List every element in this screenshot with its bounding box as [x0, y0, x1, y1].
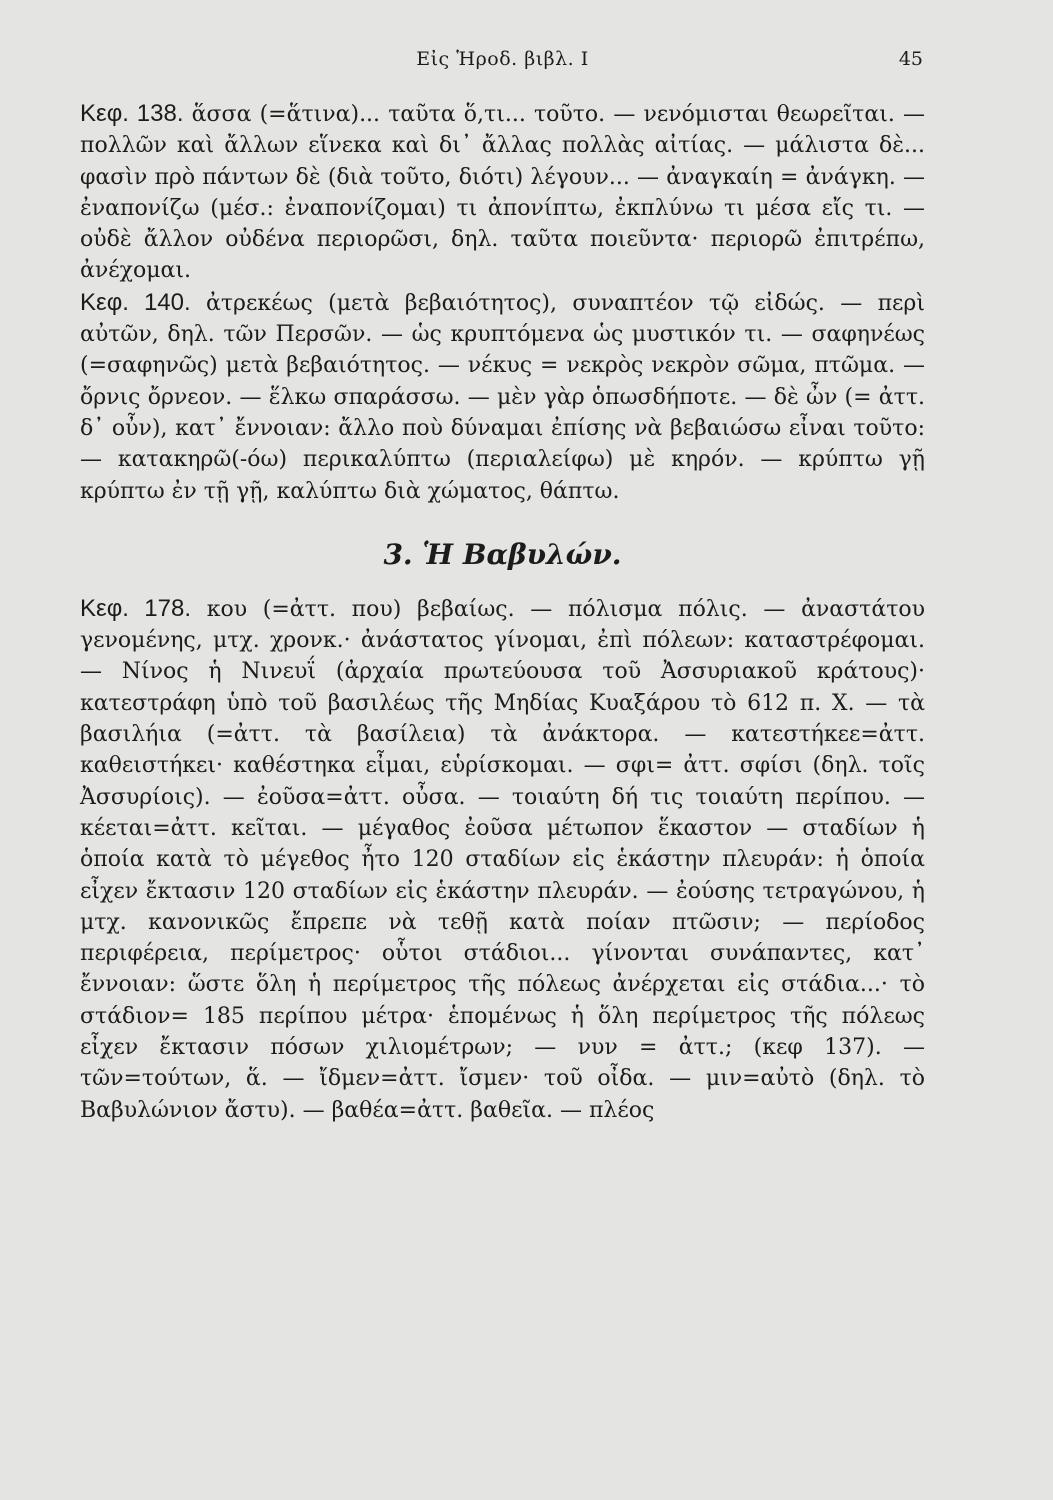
page-number: 45: [898, 48, 923, 70]
section-title: 3. Ἡ Βαβυλών.: [383, 537, 622, 571]
chapter-ref: Κεφ. 138.: [80, 100, 184, 127]
commentary-paragraph-ch138: [80, 98, 925, 287]
commentary-text: ἀτρεκέως (μετὰ βεβαιότητος), συναπτέον τῷ εἰδώς. — περὶ αὐτῶν, δηλ. τῶν Περσῶν. — ὡς κρυπτόμενα ὡς μυστικόν τι. — σαφηνέως (=σαφηνῶς) μετὰ βεβαιότητος. — νέκυς = νεκρὸς νεκρὸν σῶμα, πτῶμα. — ὄρνις ὄρνεον. — ἕλκω σπαράσσω. — μὲν γὰρ ὁπωσδήποτε. — δὲ ὦν (= ἀττ. δ᾽ οὖν), κατ᾽ ἔννοιαν: ἄλλο ποὺ δύναμαι ἐπίσης νὰ βεβαιώσω εἶναι τοῦτο: — κατακηρῶ(-όω) περικαλύπτω (περιαλείφω) μὲ κηρόν. — κρύπτω γῇ κρύπτω ἐν τῇ γῇ, καλύπτω διὰ χώματος, θάπτω.: [80, 290, 925, 504]
commentary-text: κου (=ἀττ. που) βεβαίως. — πόλισμα πόλις. — ἀναστάτου γενομένης, μτχ. χρονκ.· ἀνάστατος γίνομαι, ἐπὶ πόλεων: καταστρέφομαι. — Νίνος ἡ Νινευΐ (ἀρχαία πρωτεύουσα τοῦ Ἀσσυριακοῦ κράτους)· κατεστράφη ὑπὸ τοῦ βασιλέως τῆς Μηδίας Κυαξάρου τὸ 612 π. Χ. — τὰ βασιλήια (=ἀττ. τὰ βασίλεια) τὰ ἀνάκτορα. — κατεστήκεε=ἀττ. καθειστήκει· καθέστηκα εἶμαι, εὑρίσκομαι. — σφι= ἀττ. σφίσι (δηλ. τοῖς Ἀσσυρίοις). — ἐοῦσα=ἀττ. οὖσα. — τοιαύτη δή τις τοιαύτη περίπου. — κέεται=ἀττ. κεῖται. — μέγαθος ἐοῦσα μέτωπον ἕκαστον — σταδίων ἡ ὁποία κατὰ τὸ μέγεθος ἦτο 120 σταδίων εἰς ἑκάστην πλευράν: ἡ ὁποία εἶχεν ἔκτασιν 120 σταδίων εἰς ἑκάστην πλευράν. — ἐούσης τετραγώνου, ἡ μτχ. κανονικῶς ἔπρεπε νὰ τεθῇ κατὰ ποίαν πτῶσιν; — περίοδος περιφέρεια, περίμετρος· οὗτοι στάδιοι... γίνονται συνάπαντες, κατ᾽ ἔννοιαν: ὥστε ὅλη ἡ περίμετρος τῆς πόλεως ἀνέρχεται εἰς στάδια...· τὸ στάδιον= 185 περίπου μέτρα· ἑπομένως ἡ ὅλη περίμετρος τῆς πόλεως εἶχεν ἔκτασιν πόσων χιλιομέτρων; — νυν = ἀττ.; (κεφ 137). — τῶν=τούτων, ἅ. — ἴδμεν=ἀττ. ἴσμεν· τοῦ οἶδα. — μιν=αὐτὸ (δηλ. τὸ Βαβυλώνιον ἄστυ). — βαθέα=ἀττ. βαθεῖα. — πλέος: [80, 596, 925, 1123]
running-head: [80, 48, 925, 78]
chapter-ref: Κεφ. 178.: [80, 594, 192, 622]
body-text: [80, 98, 925, 1126]
commentary-text: ἅσσα (=ἅτινα)... ταῦτα ὅ,τι... τοῦτο. — νενόμισται θεωρεῖται. — πολλῶν καὶ ἄλλων εἵνεκα καὶ δι᾽ ἄλλας πολλὰς αἰτίας. — μάλιστα δὲ... φασὶν πρὸ πάντων δὲ (διὰ τοῦτο, διότι) λέγουν... — ἀναγκαίη = ἀνάγκη. — ἐναπονίζω (μέσ.: ἐναπονίζομαι) τι ἀπονίπτω, ἐκπλύνω τι μέσα εἴς τι. — οὐδὲ ἄλλον οὐδένα περιορῶσι, δηλ. ταῦτα ποιεῦντα· περιορῶ ἐπιτρέπω, ἀνέχομαι.: [80, 102, 925, 284]
chapter-ref: Κεφ. 140.: [80, 288, 191, 316]
running-title: Εἰς Ἡροδ. βιβλ. Ι: [416, 48, 589, 70]
commentary-paragraph-ch140: [80, 287, 925, 507]
commentary-paragraph-ch178: [80, 593, 925, 1126]
